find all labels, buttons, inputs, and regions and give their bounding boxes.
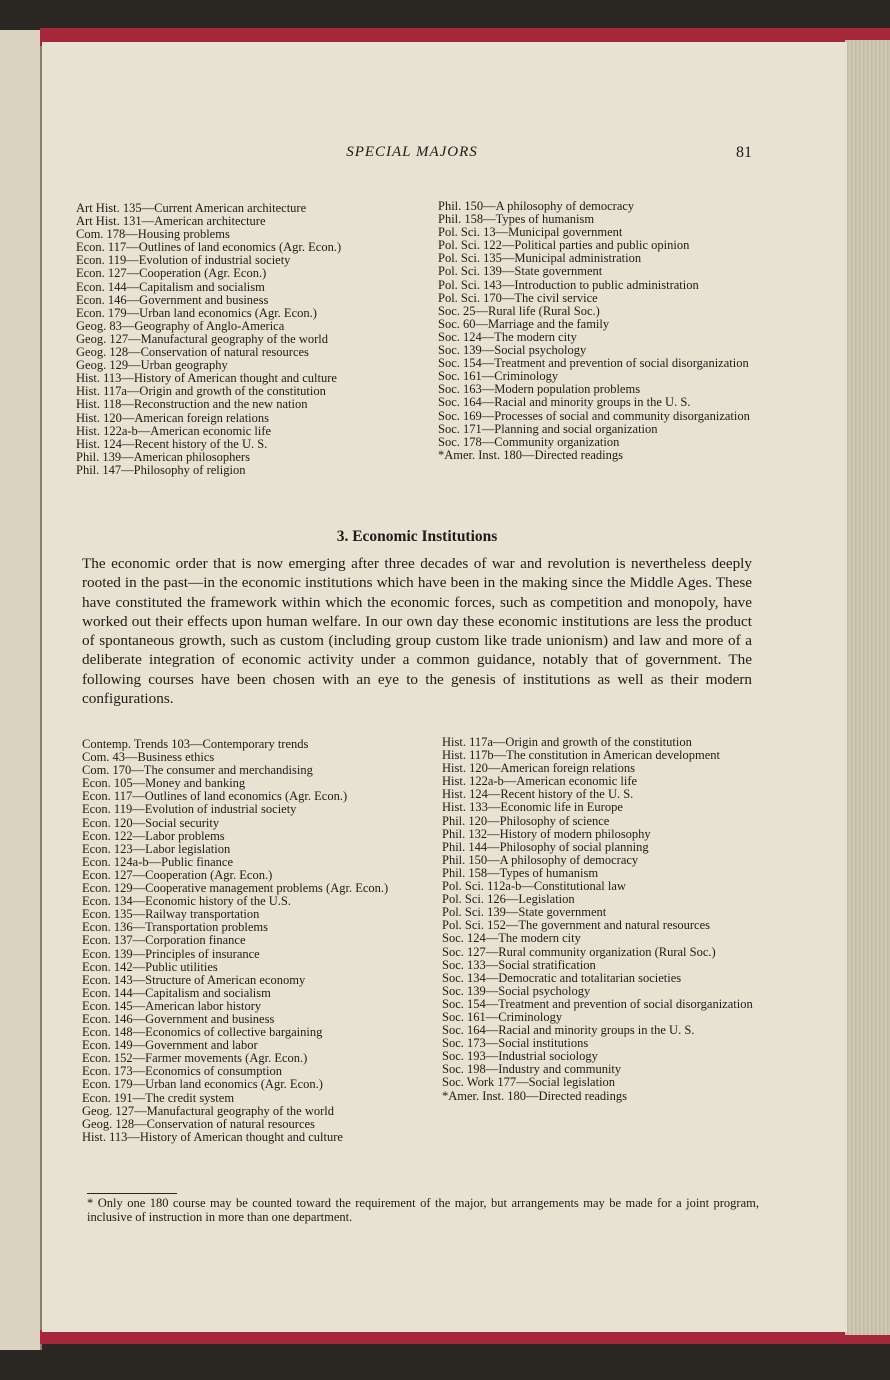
course-item: Soc. 134—Democratic and totalitarian societies xyxy=(442,970,682,985)
course-item: Pol. Sci. 139—State government xyxy=(438,264,603,279)
course-item: Econ. 119—Evolution of industrial society xyxy=(82,802,297,817)
course-item: Soc. 161—Criminology xyxy=(438,369,559,384)
course-item: Geog. 83—Geography of Anglo-America xyxy=(76,318,285,333)
course-item: Phil. 120—Philosophy of science xyxy=(442,813,610,828)
course-list-2-right xyxy=(442,736,762,1103)
header-title: SPECIAL MAJORS xyxy=(346,144,478,160)
course-item: Econ. 145—American labor history xyxy=(82,998,262,1013)
course-item: Pol. Sci. 13—Municipal government xyxy=(438,225,623,240)
course-item: Pol. Sci. 112a-b—Constitutional law xyxy=(442,879,626,894)
course-item: Phil. 132—History of modern philosophy xyxy=(442,826,651,841)
course-item: Pol. Sci. 135—Municipal administration xyxy=(438,251,642,266)
course-item: Hist. 117a—Origin and growth of the constitution xyxy=(76,384,326,399)
course-item: Econ. 143—Structure of American economy xyxy=(82,972,306,987)
course-item: Econ. 120—Social security xyxy=(82,815,220,830)
course-item: Hist. 118—Reconstruction and the new nation xyxy=(76,397,308,412)
course-item: Geog. 127—Manufactural geography of the world xyxy=(82,1103,335,1118)
course-item: Com. 178—Housing problems xyxy=(76,227,230,242)
course-item: Hist. 124—Recent history of the U. S. xyxy=(76,436,268,451)
course-item: Econ. 127—Cooperation (Agr. Econ.) xyxy=(76,266,267,281)
course-item: Econ. 142—Public utilities xyxy=(82,959,218,974)
course-item: Phil. 144—Philosophy of social planning xyxy=(442,839,649,854)
course-item: Phil. 158—Types of humanism xyxy=(438,212,595,227)
course-item: Econ. 117—Outlines of land economics (Agr. Econ.) xyxy=(82,789,348,804)
course-item: Geog. 128—Conservation of natural resources xyxy=(82,1116,315,1131)
course-item: Econ. 144—Capitalism and socialism xyxy=(76,279,265,294)
course-item: Econ. 135—Railway transportation xyxy=(82,907,260,922)
course-item: Hist. 117b—The constitution in American development xyxy=(442,748,720,763)
course-item: Soc. 173—Social institutions xyxy=(442,1036,589,1051)
course-item: Soc. 25—Rural life (Rural Soc.) xyxy=(438,303,600,318)
course-item: Econ. 105—Money and banking xyxy=(82,776,246,791)
footnote: * Only one 180 course may be counted toward the requirement of the major, but arrangements may be made for a joint program, inclusive of instruction in more than one department. xyxy=(87,1196,759,1224)
course-item: Econ. 146—Government and business xyxy=(76,292,269,307)
course-item: Econ. 179—Urban land economics (Agr. Econ.) xyxy=(76,305,317,320)
course-item: Hist. 120—American foreign relations xyxy=(76,410,270,425)
course-item: Econ. 137—Corporation finance xyxy=(82,933,246,948)
course-item: Econ. 119—Evolution of industrial society xyxy=(76,253,291,268)
course-item: Econ. 117—Outlines of land economics (Agr. Econ.) xyxy=(76,240,342,255)
section-heading: 3. Economic Institutions xyxy=(336,528,498,545)
course-item: Pol. Sci. 152—The government and natural resources xyxy=(442,918,710,933)
course-item: Econ. 136—Transportation problems xyxy=(82,920,268,935)
course-item: Econ. 122—Labor problems xyxy=(82,828,225,843)
course-item: Econ. 139—Principles of insurance xyxy=(82,946,260,961)
course-item: Phil. 147—Philosophy of religion xyxy=(76,462,246,477)
course-list-2-left xyxy=(82,738,407,1144)
course-list-1-right xyxy=(438,200,768,462)
course-item: Hist. 133—Economic life in Europe xyxy=(442,800,623,815)
course-item: *Amer. Inst. 180—Directed readings xyxy=(438,447,624,462)
course-item: Soc. 60—Marriage and the family xyxy=(438,316,610,331)
page-number: 81 xyxy=(736,144,752,161)
course-item: Soc. 133—Social stratification xyxy=(442,957,596,972)
course-item: Pol. Sci. 139—State government xyxy=(442,905,607,920)
course-item: Com. 43—Business ethics xyxy=(82,750,215,765)
course-item: Soc. 164—Racial and minority groups in the U. S. xyxy=(438,395,691,410)
course-item: Hist. 117a—Origin and growth of the constitution xyxy=(442,735,692,749)
course-item: Phil. 150—A philosophy of democracy xyxy=(442,852,639,867)
course-item: Pol. Sci. 143—Introduction to public administration xyxy=(438,277,699,292)
facing-page-edge xyxy=(0,30,42,1350)
course-item: Geog. 129—Urban geography xyxy=(76,358,228,373)
course-item: Soc. 169—Processes of social and community disorganization xyxy=(438,408,750,423)
course-item: Econ. 144—Capitalism and socialism xyxy=(82,985,271,1000)
section-intro: The economic order that is now emerging after three decades of war and revolution is nevertheless deeply rooted in the past—in the economic institutions which have been in the making since the Middle Ages. These have constituted the framework within which the economic forces, such as competition and monopoly, have worked out their effects upon human welfare. In our own day these economic institutions are less the product of spontaneous growth, such as custom (including group custom like trade unionism) and law and more of a deliberate integration of economic activity under a common guidance, notably that of government. The following courses have been chosen with an eye to the genesis of institutions as well as their modern configurations. xyxy=(82,555,752,708)
course-item: Soc. 139—Social psychology xyxy=(442,983,591,998)
course-item: Hist. 122a-b—American economic life xyxy=(76,423,272,438)
course-item: Pol. Sci. 126—Legislation xyxy=(442,892,575,907)
footnote-rule xyxy=(87,1193,177,1194)
course-item: Econ. 173—Economics of consumption xyxy=(82,1064,282,1079)
course-item: Econ. 148—Economics of collective bargaining xyxy=(82,1025,323,1040)
running-header xyxy=(42,144,847,166)
course-item: Hist. 122a-b—American economic life xyxy=(442,774,638,789)
course-item: Hist. 120—American foreign relations xyxy=(442,761,636,776)
course-item: Hist. 113—History of American thought and culture xyxy=(82,1129,343,1144)
course-item: Soc. 124—The modern city xyxy=(442,931,581,946)
book-page xyxy=(42,42,847,1332)
course-item: Soc. 154—Treatment and prevention of social disorganization xyxy=(438,356,749,371)
course-item: Com. 170—The consumer and merchandising xyxy=(82,763,313,778)
course-item: Econ. 179—Urban land economics (Agr. Econ.) xyxy=(82,1077,323,1092)
course-item: Soc. 193—Industrial sociology xyxy=(442,1049,598,1064)
course-item: Geog. 127—Manufactural geography of the world xyxy=(76,331,329,346)
course-item: Soc. 178—Community organization xyxy=(438,434,620,449)
course-item: Phil. 158—Types of humanism xyxy=(442,865,599,880)
course-item: Soc. 127—Rural community organization (Rural Soc.) xyxy=(442,944,716,959)
course-item: Soc. 164—Racial and minority groups in the U. S. xyxy=(442,1023,695,1038)
course-item: Art Hist. 131—American architecture xyxy=(76,214,266,229)
course-item: Contemp. Trends 103—Contemporary trends xyxy=(82,737,309,751)
course-item: Art Hist. 135—Current American architecture xyxy=(76,201,307,215)
course-item: Pol. Sci. 170—The civil service xyxy=(438,290,598,305)
course-item: *Amer. Inst. 180—Directed readings xyxy=(442,1088,628,1103)
course-item: Econ. 127—Cooperation (Agr. Econ.) xyxy=(82,867,273,882)
course-item: Soc. 124—The modern city xyxy=(438,329,577,344)
course-item: Econ. 124a-b—Public finance xyxy=(82,854,233,869)
course-item: Pol. Sci. 122—Political parties and public opinion xyxy=(438,238,690,253)
course-item: Soc. Work 177—Social legislation xyxy=(442,1075,616,1090)
course-item: Soc. 161—Criminology xyxy=(442,1009,563,1024)
course-item: Econ. 191—The credit system xyxy=(82,1090,235,1105)
course-item: Hist. 124—Recent history of the U. S. xyxy=(442,787,634,802)
course-list-1-left xyxy=(76,202,406,477)
course-item: Phil. 139—American philosophers xyxy=(76,449,250,464)
course-item: Econ. 123—Labor legislation xyxy=(82,841,231,856)
course-item: Phil. 150—A philosophy of democracy xyxy=(438,199,635,213)
course-item: Soc. 139—Social psychology xyxy=(438,343,587,358)
course-item: Geog. 128—Conservation of natural resources xyxy=(76,345,309,360)
book-cover-bottom xyxy=(40,1330,890,1344)
course-item: Econ. 152—Farmer movements (Agr. Econ.) xyxy=(82,1051,308,1066)
course-item: Econ. 129—Cooperative management problems (Agr. Econ.) xyxy=(82,881,389,896)
course-item: Soc. 154—Treatment and prevention of social disorganization xyxy=(442,996,753,1011)
course-item: Soc. 171—Planning and social organization xyxy=(438,421,658,436)
course-item: Econ. 146—Government and business xyxy=(82,1011,275,1026)
page-stack-edge xyxy=(845,40,890,1335)
course-item: Hist. 113—History of American thought and culture xyxy=(76,371,337,386)
course-item: Soc. 198—Industry and community xyxy=(442,1062,622,1077)
course-item: Econ. 149—Government and labor xyxy=(82,1038,258,1053)
course-item: Econ. 134—Economic history of the U.S. xyxy=(82,894,291,909)
course-item: Soc. 163—Modern population problems xyxy=(438,382,641,397)
